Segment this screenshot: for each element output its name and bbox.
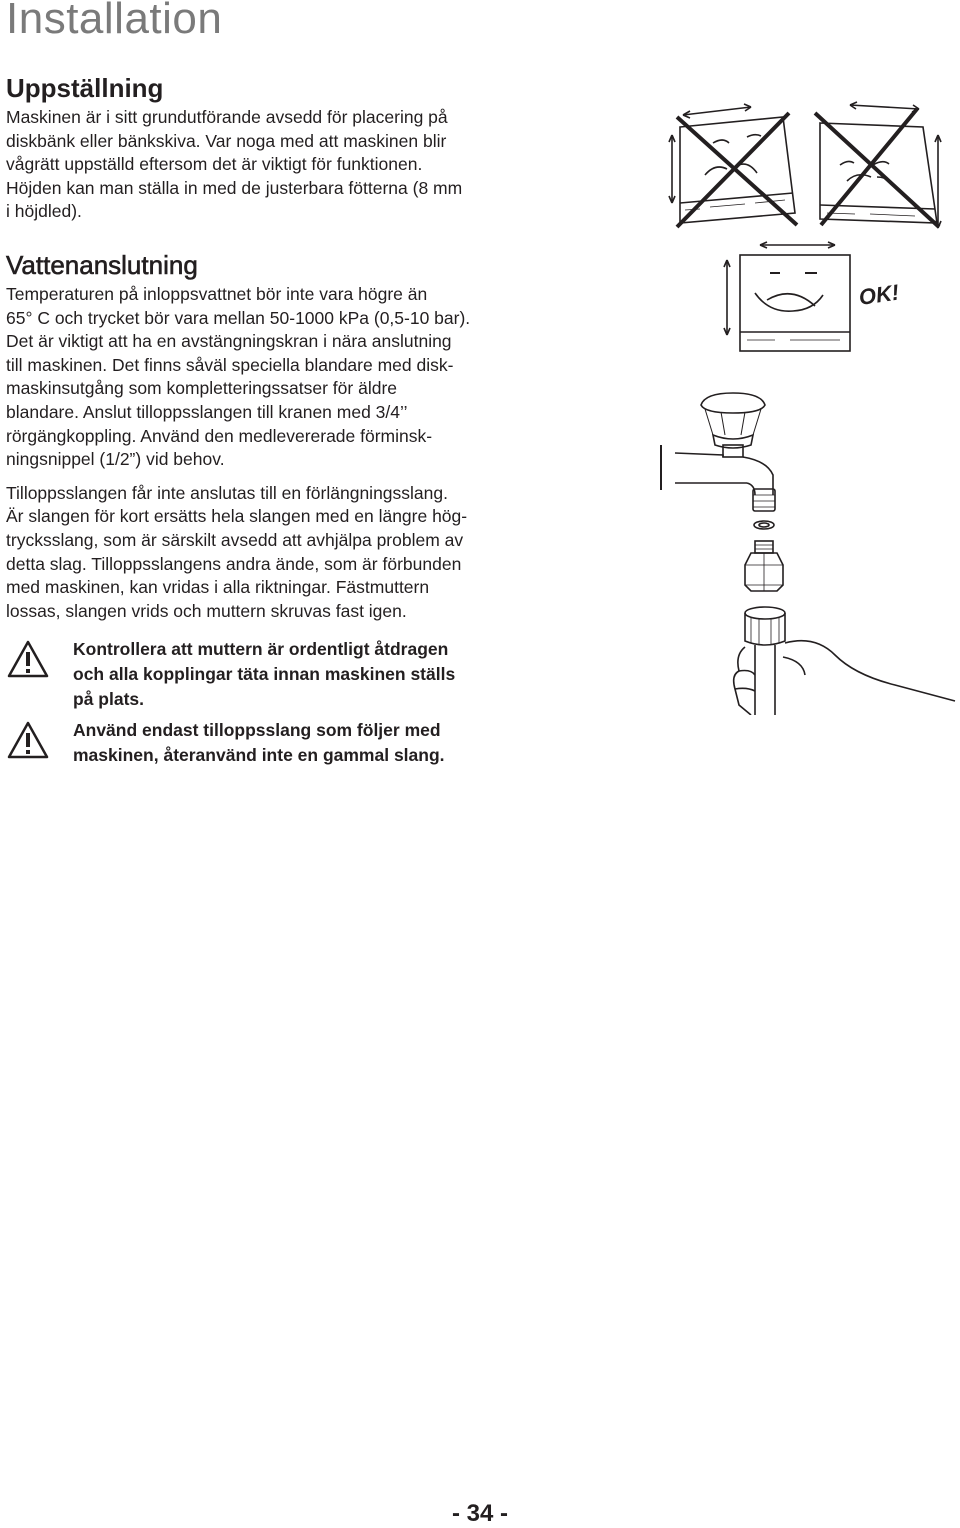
tap-connection-figure: [655, 385, 960, 715]
page-title: Installation: [6, 0, 223, 43]
warning-triangle-icon: [6, 720, 50, 760]
water-body: Temperaturen på inloppsvattnet bör inte vara högre än 65° C och trycket bör vara mellan 50-1000 kPa (0,5-10 bar). Det är viktigt att ha en avstängningskran i nära anslutning till maskinen. Det finns såväl speciella blandare med disk- maskinsutgång som kompletteringssatser för äldre blandare. Anslut tilloppsslangen till kranen med 3/4’’ rörgängkoppling. Använd den medlevererade förminsk- ningsnippel (1/2”) vid behov.: [6, 284, 471, 470]
warning-triangle-icon: [6, 639, 50, 679]
placement-body: Maskinen är i sitt grundutförande avsedd för placering på diskbänk eller bänkskiva. Var noga med att maskinen blir vågrätt uppställd eftersom det är viktigt för funktionen. Höjden kan man ställa in med de justerbara fötterna (8 mm i höjdled).: [6, 107, 463, 222]
water-heading: Vattenanslutning: [6, 250, 198, 280]
water-body-2: Tilloppsslangen får inte anslutas till en förlängningsslang. Är slangen för kort ersätts hela slangen med en längre hög- trycksslang, som är särskilt avsedd att avhjälpa problem av detta slag. Tilloppsslangens andra ände, som är förbunden med maskinen, kan vridas i alla riktningar. Fästmuttern lossas, slangen vrids och muttern skruvas fast igen.: [6, 482, 468, 621]
page-number: - 34 -: [451, 1500, 508, 1527]
machine-leveling-figure: [655, 95, 960, 355]
warning-1-text: Kontrollera att muttern är ordentligt åtdragen och alla kopplingar täta innan maskinen ställs på plats.: [73, 639, 456, 709]
placement-section: [6, 72, 526, 224]
ok-label: OK!: [857, 279, 901, 310]
placement-heading: Uppställning: [6, 73, 164, 103]
water-section: [6, 249, 526, 623]
warning-2-text: Använd endast tilloppsslang som följer med maskinen, återanvänd inte en gammal slang.: [73, 720, 445, 765]
